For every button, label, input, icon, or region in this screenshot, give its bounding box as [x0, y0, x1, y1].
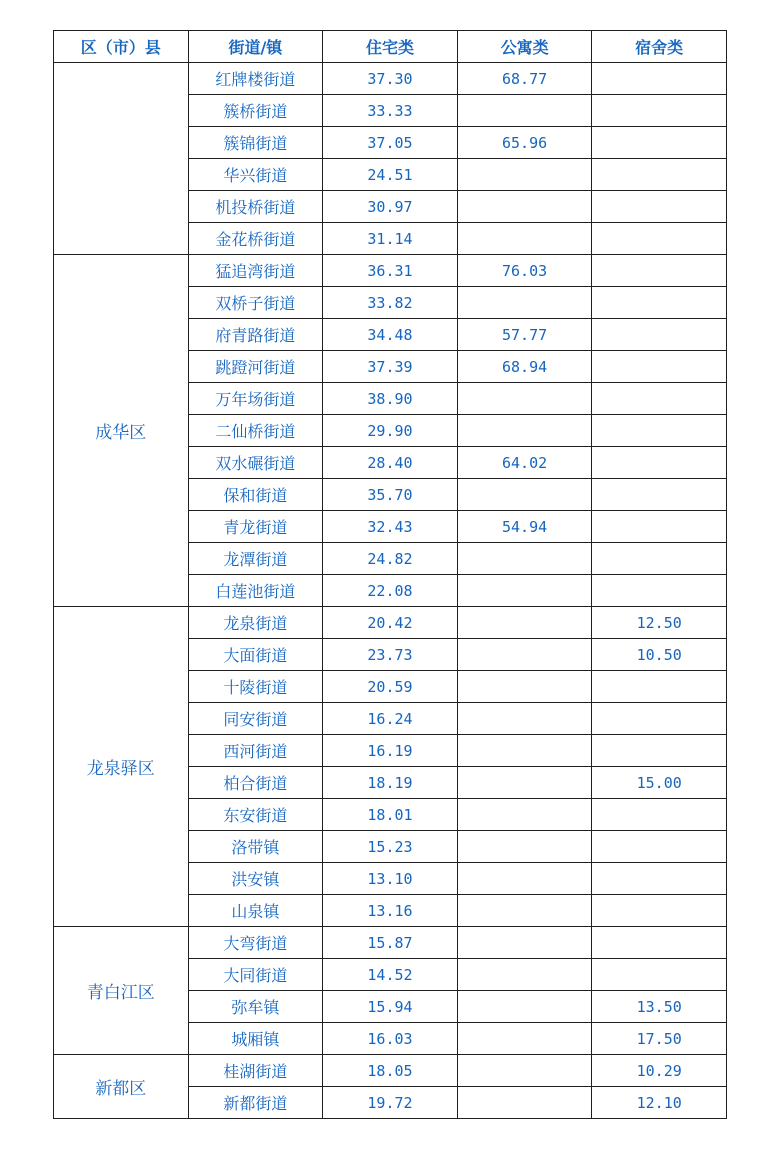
- apartment-cell: [457, 703, 592, 735]
- apartment-cell: [457, 959, 592, 991]
- dormitory-cell: [592, 447, 727, 479]
- apartment-cell: [457, 1087, 592, 1119]
- residential-cell: 18.19: [323, 767, 458, 799]
- apartment-cell: 68.77: [457, 63, 592, 95]
- apartment-cell: [457, 671, 592, 703]
- residential-cell: 15.87: [323, 927, 458, 959]
- residential-cell: 37.30: [323, 63, 458, 95]
- apartment-cell: [457, 1023, 592, 1055]
- apartment-cell: [457, 607, 592, 639]
- street-cell: 龙潭街道: [188, 543, 323, 575]
- dormitory-cell: [592, 831, 727, 863]
- dormitory-cell: 10.50: [592, 639, 727, 671]
- apartment-cell: [457, 895, 592, 927]
- dormitory-cell: 10.29: [592, 1055, 727, 1087]
- dormitory-cell: [592, 383, 727, 415]
- dormitory-cell: 15.00: [592, 767, 727, 799]
- header-row: [54, 31, 727, 63]
- apartment-cell: 57.77: [457, 319, 592, 351]
- dormitory-cell: [592, 95, 727, 127]
- street-cell: 十陵街道: [188, 671, 323, 703]
- dormitory-cell: [592, 799, 727, 831]
- residential-cell: 33.33: [323, 95, 458, 127]
- street-cell: 洛带镇: [188, 831, 323, 863]
- dormitory-cell: [592, 63, 727, 95]
- residential-cell: 19.72: [323, 1087, 458, 1119]
- apartment-cell: [457, 191, 592, 223]
- street-cell: 新都街道: [188, 1087, 323, 1119]
- apartment-cell: 68.94: [457, 351, 592, 383]
- dormitory-cell: [592, 959, 727, 991]
- header-dormitory: 宿舍类: [592, 31, 727, 63]
- street-cell: 桂湖街道: [188, 1055, 323, 1087]
- apartment-cell: 64.02: [457, 447, 592, 479]
- dormitory-cell: [592, 223, 727, 255]
- residential-cell: 31.14: [323, 223, 458, 255]
- residential-cell: 37.39: [323, 351, 458, 383]
- dormitory-cell: [592, 511, 727, 543]
- apartment-cell: 65.96: [457, 127, 592, 159]
- street-cell: 弥牟镇: [188, 991, 323, 1023]
- street-cell: 机投桥街道: [188, 191, 323, 223]
- apartment-cell: [457, 287, 592, 319]
- residential-cell: 15.23: [323, 831, 458, 863]
- residential-cell: 16.03: [323, 1023, 458, 1055]
- header-residential: 住宅类: [323, 31, 458, 63]
- residential-cell: 14.52: [323, 959, 458, 991]
- residential-cell: 24.82: [323, 543, 458, 575]
- street-cell: 西河街道: [188, 735, 323, 767]
- district-cell: [54, 63, 189, 255]
- street-cell: 府青路街道: [188, 319, 323, 351]
- street-cell: 大弯街道: [188, 927, 323, 959]
- dormitory-cell: 17.50: [592, 1023, 727, 1055]
- residential-cell: 24.51: [323, 159, 458, 191]
- street-cell: 红牌楼街道: [188, 63, 323, 95]
- apartment-cell: [457, 767, 592, 799]
- district-cell: 新都区: [54, 1055, 189, 1119]
- table-row: [54, 63, 727, 95]
- header-street: 街道/镇: [188, 31, 323, 63]
- dormitory-cell: [592, 543, 727, 575]
- apartment-cell: 54.94: [457, 511, 592, 543]
- residential-cell: 20.59: [323, 671, 458, 703]
- street-cell: 东安街道: [188, 799, 323, 831]
- apartment-cell: [457, 735, 592, 767]
- dormitory-cell: [592, 479, 727, 511]
- residential-cell: 23.73: [323, 639, 458, 671]
- header-apartment: 公寓类: [457, 31, 592, 63]
- street-cell: 金花桥街道: [188, 223, 323, 255]
- apartment-cell: [457, 639, 592, 671]
- table-row: [54, 255, 727, 287]
- dormitory-cell: [592, 191, 727, 223]
- apartment-cell: [457, 543, 592, 575]
- dormitory-cell: [592, 287, 727, 319]
- apartment-cell: [457, 863, 592, 895]
- street-cell: 猛追湾街道: [188, 255, 323, 287]
- residential-cell: 28.40: [323, 447, 458, 479]
- apartment-cell: [457, 831, 592, 863]
- dormitory-cell: [592, 863, 727, 895]
- header-district: 区（市）县: [54, 31, 189, 63]
- dormitory-cell: 13.50: [592, 991, 727, 1023]
- street-cell: 大同街道: [188, 959, 323, 991]
- street-cell: 双水碾街道: [188, 447, 323, 479]
- price-table: [53, 30, 727, 1119]
- dormitory-cell: [592, 159, 727, 191]
- residential-cell: 37.05: [323, 127, 458, 159]
- apartment-cell: [457, 799, 592, 831]
- table-row: [54, 607, 727, 639]
- apartment-cell: [457, 991, 592, 1023]
- district-cell: 青白江区: [54, 927, 189, 1055]
- apartment-cell: [457, 159, 592, 191]
- residential-cell: 36.31: [323, 255, 458, 287]
- residential-cell: 13.16: [323, 895, 458, 927]
- street-cell: 大面街道: [188, 639, 323, 671]
- street-cell: 洪安镇: [188, 863, 323, 895]
- street-cell: 双桥子街道: [188, 287, 323, 319]
- residential-cell: 38.90: [323, 383, 458, 415]
- table-body: [54, 63, 727, 1119]
- street-cell: 华兴街道: [188, 159, 323, 191]
- dormitory-cell: [592, 255, 727, 287]
- apartment-cell: [457, 415, 592, 447]
- apartment-cell: [457, 575, 592, 607]
- dormitory-cell: [592, 703, 727, 735]
- table-row: [54, 1055, 727, 1087]
- street-cell: 城厢镇: [188, 1023, 323, 1055]
- street-cell: 白莲池街道: [188, 575, 323, 607]
- residential-cell: 15.94: [323, 991, 458, 1023]
- dormitory-cell: [592, 575, 727, 607]
- street-cell: 青龙街道: [188, 511, 323, 543]
- residential-cell: 18.05: [323, 1055, 458, 1087]
- dormitory-cell: [592, 895, 727, 927]
- street-cell: 龙泉街道: [188, 607, 323, 639]
- street-cell: 柏合街道: [188, 767, 323, 799]
- dormitory-cell: 12.10: [592, 1087, 727, 1119]
- street-cell: 保和街道: [188, 479, 323, 511]
- apartment-cell: [457, 927, 592, 959]
- street-cell: 同安街道: [188, 703, 323, 735]
- dormitory-cell: [592, 927, 727, 959]
- residential-cell: 13.10: [323, 863, 458, 895]
- dormitory-cell: [592, 127, 727, 159]
- dormitory-cell: [592, 351, 727, 383]
- residential-cell: 16.24: [323, 703, 458, 735]
- residential-cell: 32.43: [323, 511, 458, 543]
- residential-cell: 30.97: [323, 191, 458, 223]
- street-cell: 跳蹬河街道: [188, 351, 323, 383]
- apartment-cell: [457, 479, 592, 511]
- dormitory-cell: [592, 735, 727, 767]
- apartment-cell: [457, 95, 592, 127]
- street-cell: 簇桥街道: [188, 95, 323, 127]
- district-cell: 成华区: [54, 255, 189, 607]
- dormitory-cell: [592, 415, 727, 447]
- residential-cell: 18.01: [323, 799, 458, 831]
- street-cell: 万年场街道: [188, 383, 323, 415]
- table-row: [54, 927, 727, 959]
- residential-cell: 20.42: [323, 607, 458, 639]
- apartment-cell: [457, 223, 592, 255]
- residential-cell: 29.90: [323, 415, 458, 447]
- dormitory-cell: [592, 319, 727, 351]
- district-cell: 龙泉驿区: [54, 607, 189, 927]
- apartment-cell: [457, 383, 592, 415]
- dormitory-cell: [592, 671, 727, 703]
- residential-cell: 35.70: [323, 479, 458, 511]
- apartment-cell: [457, 1055, 592, 1087]
- apartment-cell: 76.03: [457, 255, 592, 287]
- residential-cell: 34.48: [323, 319, 458, 351]
- residential-cell: 22.08: [323, 575, 458, 607]
- dormitory-cell: 12.50: [592, 607, 727, 639]
- street-cell: 山泉镇: [188, 895, 323, 927]
- table-header: [54, 31, 727, 63]
- street-cell: 簇锦街道: [188, 127, 323, 159]
- street-cell: 二仙桥街道: [188, 415, 323, 447]
- residential-cell: 33.82: [323, 287, 458, 319]
- residential-cell: 16.19: [323, 735, 458, 767]
